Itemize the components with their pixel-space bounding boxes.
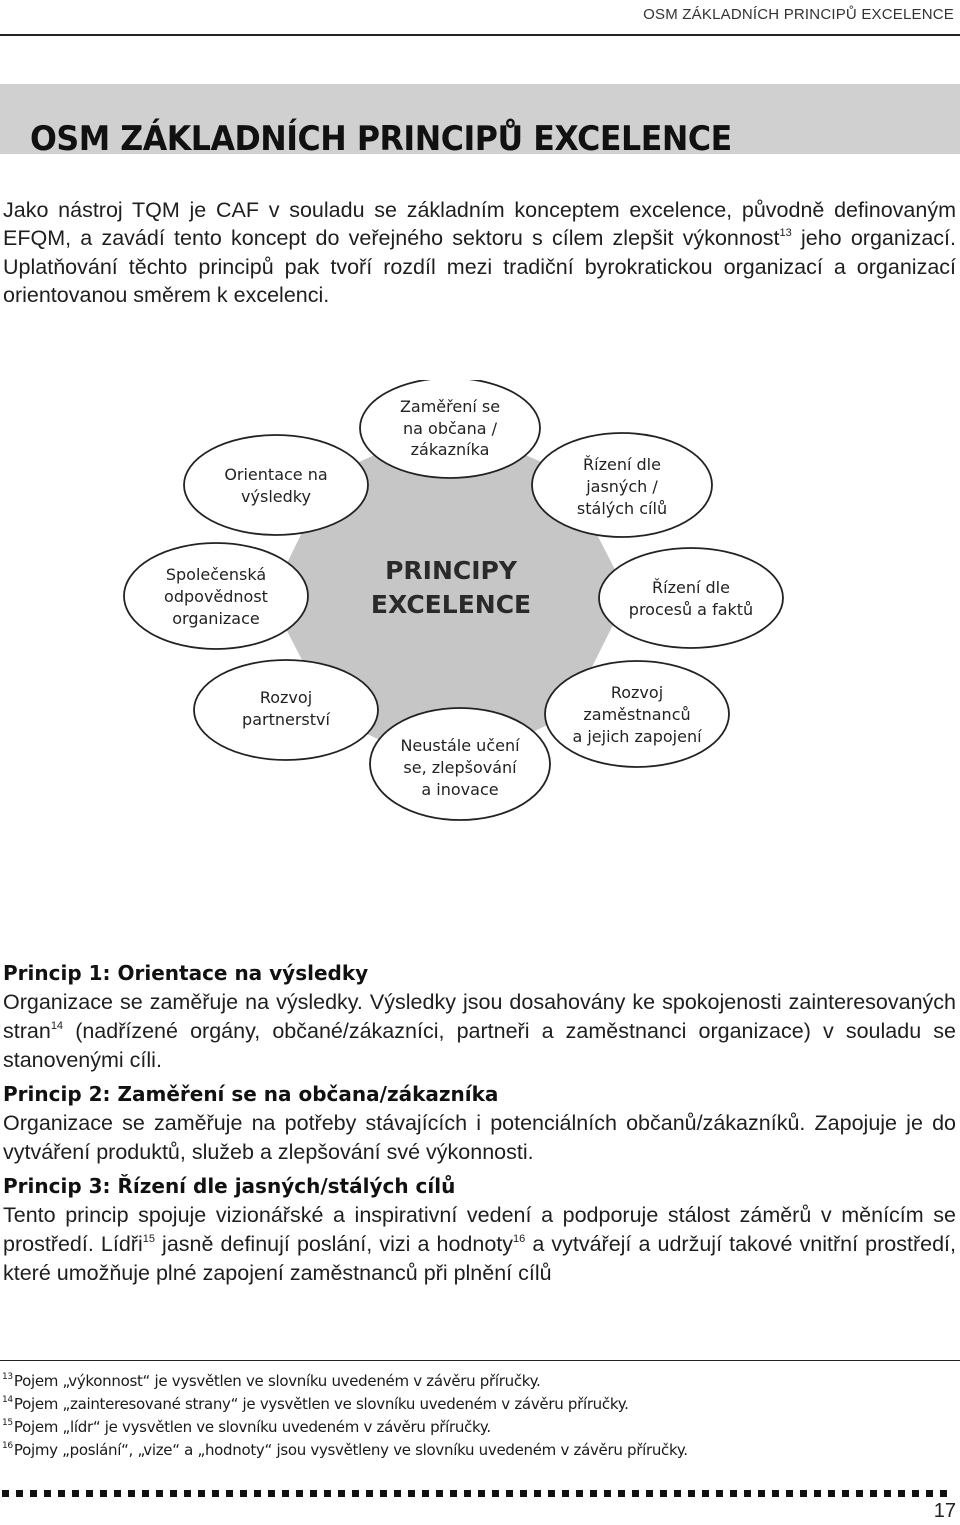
- intro-text-1: Jako nástroj TQM je CAF v souladu se základním konceptem excelence, původně definovaným EFQM, a zavádí tento koncept do veřejného sektoru s cílem zlepšit výkonnost: [3, 197, 956, 250]
- intro-paragraph: [3, 196, 956, 310]
- rule-square: [772, 1490, 779, 1497]
- rule-square: [310, 1490, 317, 1497]
- rule-square: [464, 1490, 471, 1497]
- rule-square: [534, 1490, 541, 1497]
- node-label: a inovace: [421, 780, 499, 799]
- rule-square: [814, 1490, 821, 1497]
- principle-3-text-a: Tento princip spojuje vizionářské a inspirativní vedení a podporuje stálost záměrů v měnícím se prostředí. Lídři: [3, 1203, 956, 1256]
- footnote-text: Pojem „zainteresované strany“ je vysvětlen ve slovníku uvedeném v závěru příručky.: [13, 1395, 629, 1413]
- node-label: organizace: [172, 609, 260, 628]
- footnote-ref-14: 14: [50, 1020, 64, 1032]
- node-label: partnerství: [242, 710, 330, 729]
- footnote-number: 15: [2, 1418, 13, 1428]
- rule-square: [16, 1490, 23, 1497]
- node-label: výsledky: [241, 487, 311, 506]
- rule-square: [744, 1490, 751, 1497]
- rule-square: [632, 1490, 639, 1497]
- rule-square: [114, 1490, 121, 1497]
- rule-square: [212, 1490, 219, 1497]
- rule-square: [184, 1490, 191, 1497]
- principle-1-heading: Princip 1: Orientace na výsledky: [3, 961, 369, 985]
- footnote-number: 14: [2, 1395, 13, 1405]
- node-label: Zaměření se: [399, 397, 501, 416]
- node-label: Orientace na: [224, 465, 328, 484]
- node-label: Rozvoj: [610, 683, 664, 702]
- rule-square: [450, 1490, 457, 1497]
- rule-square: [198, 1490, 205, 1497]
- rule-square: [576, 1490, 583, 1497]
- rule-square: [604, 1490, 611, 1497]
- principle-1-text-b: (nadřízené orgány, občané/zákazníci, partneři a zaměstnanci organizace) v souladu se stanovenými cíli.: [3, 1019, 956, 1072]
- principle-3-text-b: jasně definují poslání, vizi a hodnoty: [154, 1232, 513, 1256]
- rule-square: [226, 1490, 233, 1497]
- rule-square: [30, 1490, 37, 1497]
- node-label: se, zlepšování: [403, 758, 517, 777]
- footnote-number: 16: [2, 1441, 13, 1451]
- principle-3-heading: Princip 3: Řízení dle jasných/stálých cílů: [3, 1174, 456, 1198]
- node-employee-development: [545, 661, 729, 767]
- node-clear-goals: [532, 433, 712, 537]
- rule-square: [44, 1490, 51, 1497]
- footnote-text: Pojem „lídr“ je vysvětlen ve slovníku uvedeném v závěru příručky.: [13, 1418, 491, 1436]
- page-number: 17: [933, 1500, 956, 1522]
- node-continuous-learning: [370, 708, 550, 820]
- rule-square: [254, 1490, 261, 1497]
- footnote-ref-16: 16: [513, 1233, 526, 1245]
- rule-square: [716, 1490, 723, 1497]
- principle-1-text: [3, 988, 956, 1075]
- rule-square: [520, 1490, 527, 1497]
- rule-square: [324, 1490, 331, 1497]
- rule-square: [646, 1490, 653, 1497]
- rule-square: [562, 1490, 569, 1497]
- rule-square: [2, 1490, 9, 1497]
- rule-square: [548, 1490, 555, 1497]
- rule-square: [268, 1490, 275, 1497]
- rule-square: [86, 1490, 93, 1497]
- rule-square: [296, 1490, 303, 1497]
- rule-square: [100, 1490, 107, 1497]
- rule-square: [394, 1490, 401, 1497]
- rule-square: [128, 1490, 135, 1497]
- rule-square: [352, 1490, 359, 1497]
- node-label: Řízení dle: [583, 455, 661, 474]
- node-label: jasných /: [586, 477, 658, 496]
- principle-3-text-c: a vytvářejí a udržují takové vnitřní prostředí, které umožňuje plné zapojení zaměstnanců při plnění cílů: [3, 1232, 956, 1285]
- decorative-square-rule: [2, 1490, 950, 1497]
- center-title-line1: PRINCIPY: [385, 556, 517, 585]
- principle-3-text: [3, 1201, 956, 1288]
- rule-square: [898, 1490, 905, 1497]
- footnotes: [2, 1370, 688, 1462]
- rule-square: [912, 1490, 919, 1497]
- rule-square: [156, 1490, 163, 1497]
- footnote-rule: [0, 1360, 960, 1361]
- rule-square: [436, 1490, 443, 1497]
- footnote-ref-15: 15: [142, 1233, 155, 1245]
- rule-square: [338, 1490, 345, 1497]
- rule-square: [842, 1490, 849, 1497]
- rule-square: [800, 1490, 807, 1497]
- rule-square: [142, 1490, 149, 1497]
- node-label: procesů a faktů: [628, 600, 754, 619]
- rule-square: [828, 1490, 835, 1497]
- page-title: OSM ZÁKLADNÍCH PRINCIPŮ EXCELENCE: [30, 118, 732, 159]
- rule-square: [688, 1490, 695, 1497]
- rule-square: [170, 1490, 177, 1497]
- principle-2-text: Organizace se zaměřuje na potřeby stávajících i potenciálních občanů/zákazníků. Zapojuje je do vytváření produktů, služeb a zlepšování své výkonnosti.: [3, 1111, 956, 1164]
- rule-square: [408, 1490, 415, 1497]
- node-label: odpovědnost: [164, 587, 268, 606]
- principles-section: [3, 958, 956, 1288]
- running-header: OSM ZÁKLADNÍCH PRINCIPŮ EXCELENCE: [643, 6, 954, 23]
- rule-square: [380, 1490, 387, 1497]
- rule-square: [674, 1490, 681, 1497]
- principle-2-heading: Princip 2: Zaměření se na občana/zákazníka: [3, 1082, 499, 1106]
- footnote-13: [2, 1370, 688, 1393]
- rule-square: [240, 1490, 247, 1497]
- rule-square: [506, 1490, 513, 1497]
- node-label: Společenská: [165, 565, 267, 584]
- node-results-orientation: [184, 435, 368, 535]
- rule-square: [618, 1490, 625, 1497]
- rule-square: [884, 1490, 891, 1497]
- rule-square: [478, 1490, 485, 1497]
- rule-square: [58, 1490, 65, 1497]
- footnote-16: [2, 1439, 688, 1462]
- footnote-text: Pojem „výkonnost“ je vysvětlen ve slovníku uvedeném v závěru příručky.: [13, 1372, 541, 1390]
- node-label: na občana /: [403, 419, 497, 438]
- rule-square: [758, 1490, 765, 1497]
- node-label: a jejich zapojení: [572, 727, 702, 746]
- rule-square: [590, 1490, 597, 1497]
- node-customer-focus: [360, 380, 540, 478]
- intro-text-2: jeho organizací. Uplatňování těchto principů pak tvoří rozdíl mezi tradiční byrokratickou organizací a organizací orientovanou směrem k excelenci.: [3, 226, 957, 307]
- rule-square: [730, 1490, 737, 1497]
- rule-square: [926, 1490, 933, 1497]
- rule-square: [870, 1490, 877, 1497]
- rule-square: [660, 1490, 667, 1497]
- node-social-responsibility: [124, 543, 308, 649]
- node-label: Neustále učení: [400, 736, 520, 755]
- rule-square: [72, 1490, 79, 1497]
- rule-square: [702, 1490, 709, 1497]
- rule-square: [282, 1490, 289, 1497]
- footnote-14: [2, 1393, 688, 1416]
- footnote-15: [2, 1416, 688, 1439]
- node-process-management: [599, 548, 783, 648]
- rule-square: [422, 1490, 429, 1497]
- node-label: Rozvoj: [259, 688, 313, 707]
- node-label: zákazníka: [410, 440, 490, 459]
- node-partnership: [194, 660, 378, 760]
- principle-1-text-a: Organizace se zaměřuje na výsledky. Výsledky jsou dosahovány ke spokojenosti zainteresovaných stran: [3, 990, 956, 1043]
- rule-square: [786, 1490, 793, 1497]
- rule-square: [492, 1490, 499, 1497]
- header-rule: [0, 34, 960, 36]
- footnote-ref-13: 13: [779, 227, 792, 239]
- footnote-text: Pojmy „poslání“, „vize“ a „hodnoty“ jsou vysvětleny ve slovníku uvedeném v závěru příručky.: [13, 1441, 688, 1459]
- node-label: zaměstnanců: [583, 705, 691, 724]
- rule-square: [940, 1490, 947, 1497]
- footnote-number: 13: [2, 1372, 13, 1382]
- node-label: Řízení dle: [652, 578, 730, 597]
- rule-square: [366, 1490, 373, 1497]
- node-label: stálých cílů: [576, 499, 668, 518]
- center-title-line2: EXCELENCE: [370, 590, 532, 619]
- principles-diagram: [0, 380, 960, 840]
- rule-square: [856, 1490, 863, 1497]
